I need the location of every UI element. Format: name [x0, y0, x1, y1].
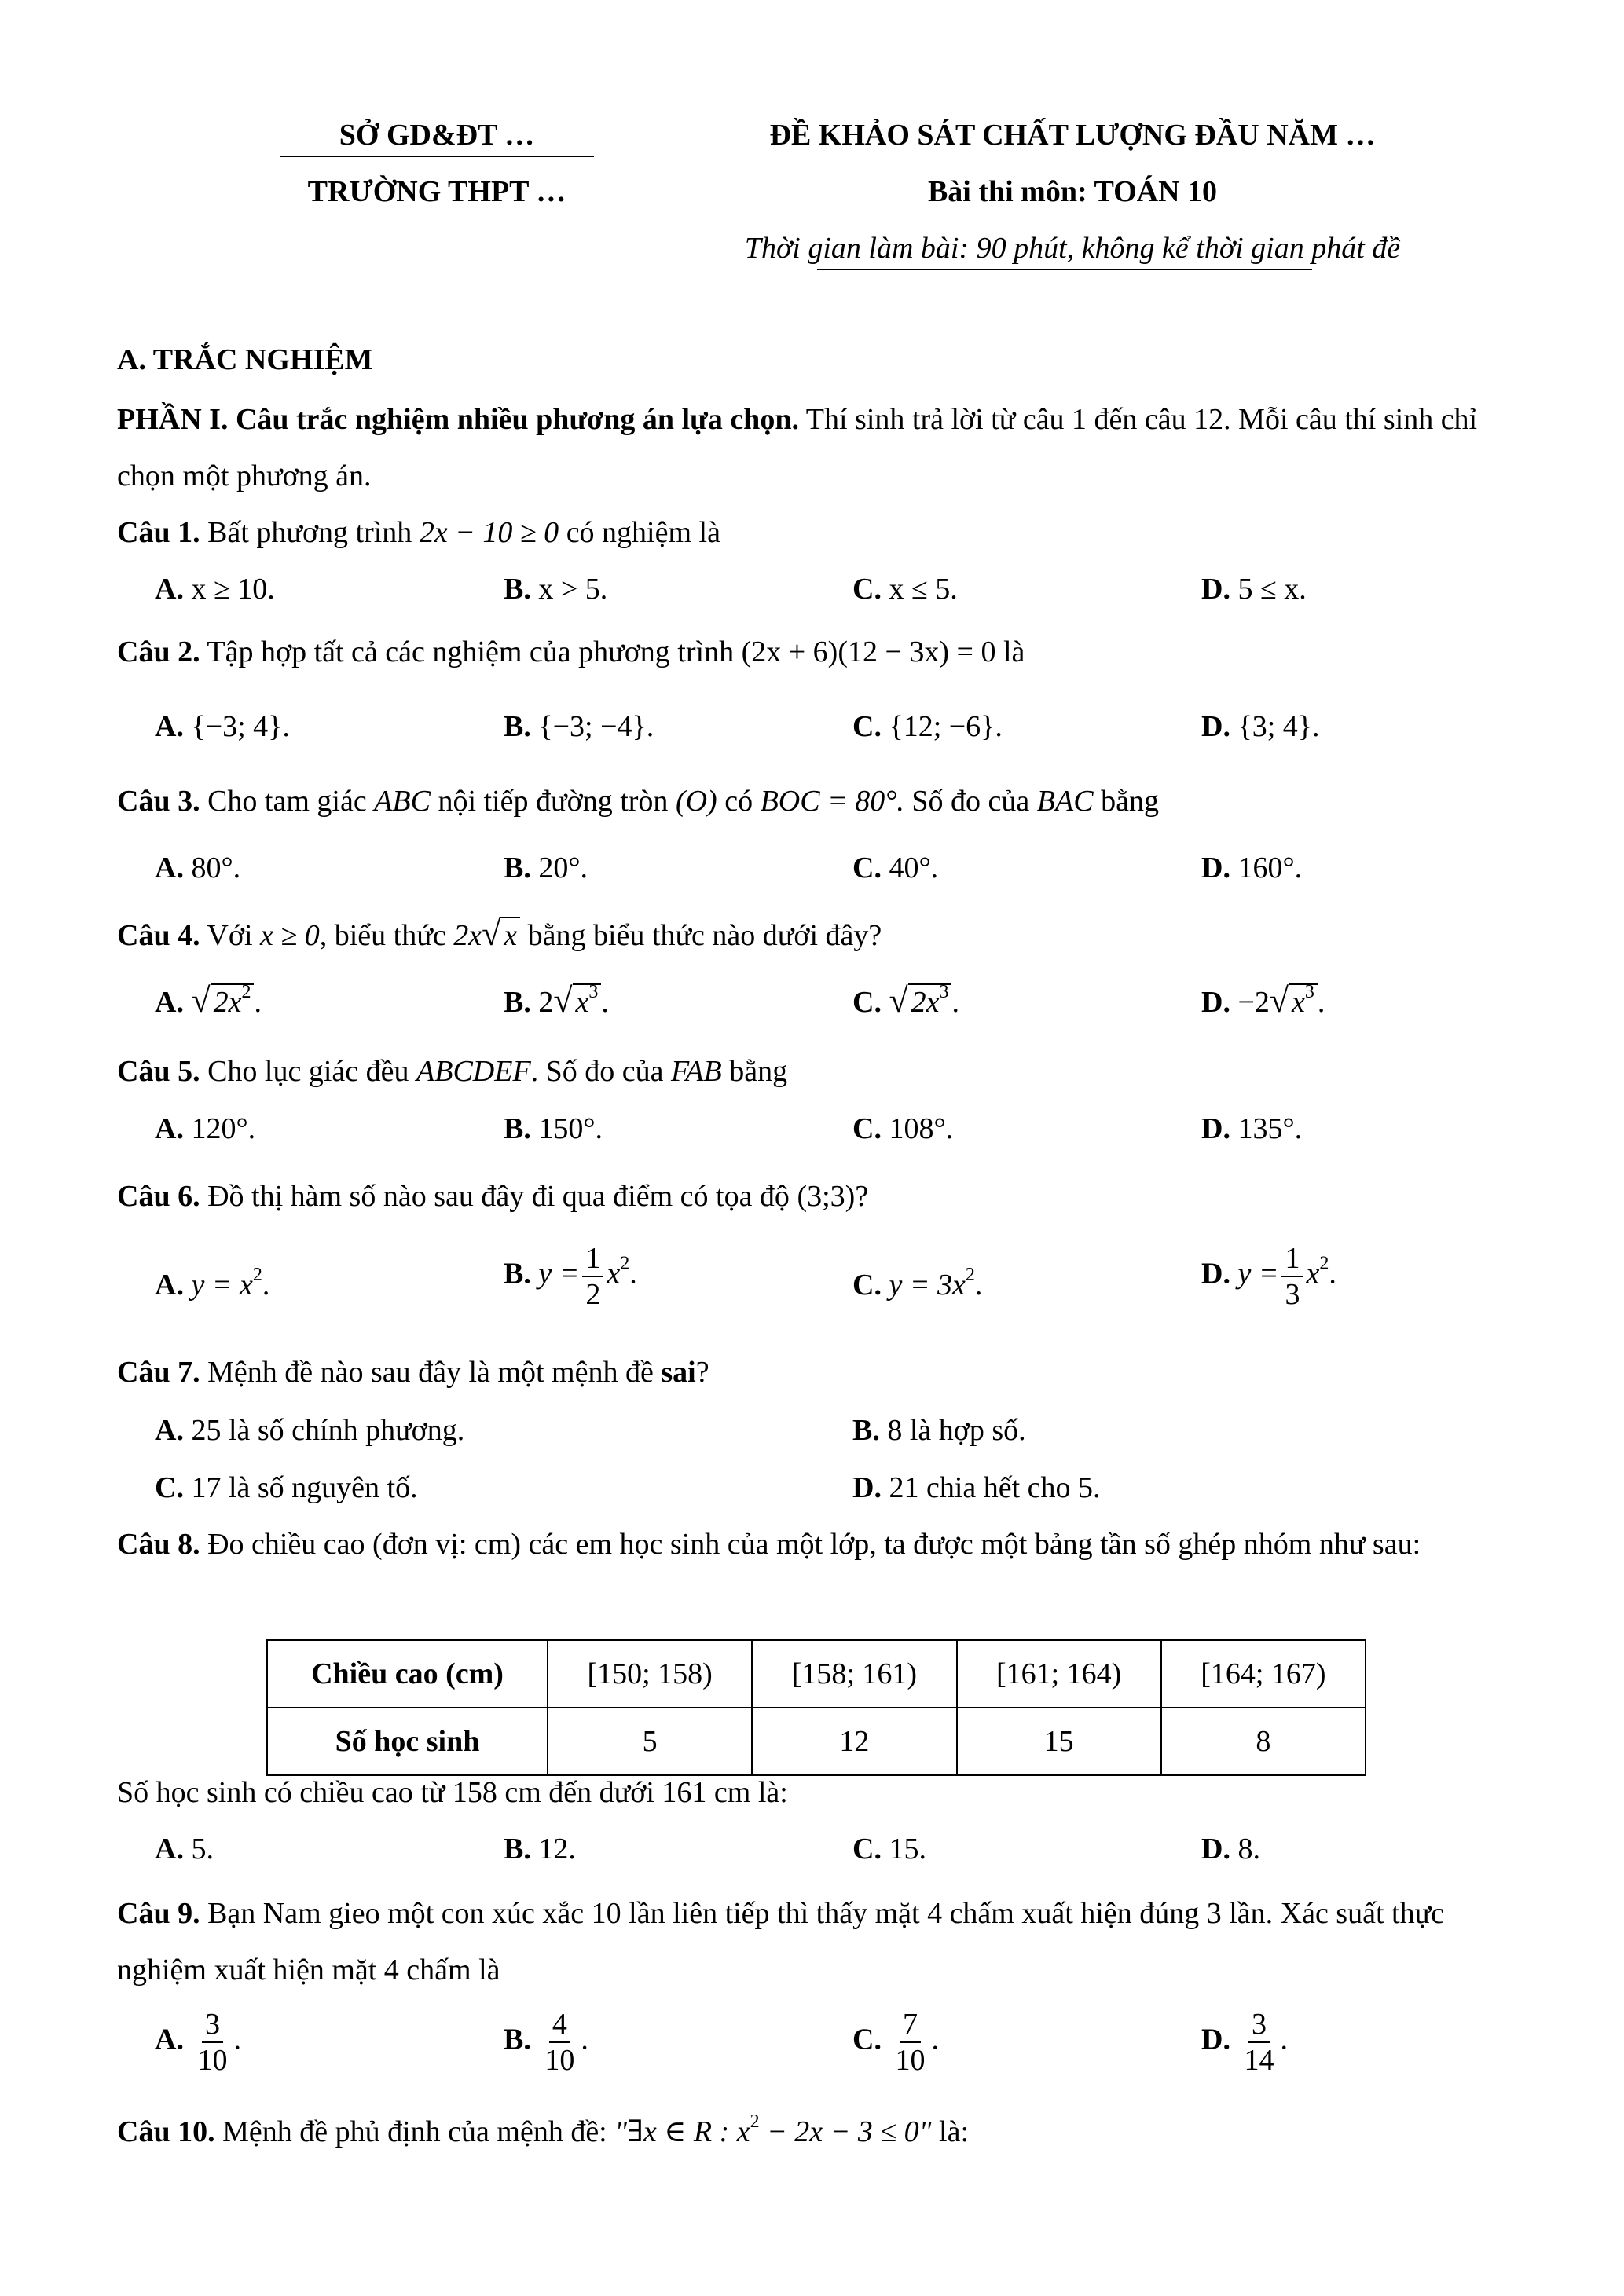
question-text: Mệnh đề nào sau đây là một mệnh đề [207, 1356, 654, 1389]
option-tail: . [1329, 1257, 1336, 1291]
q3-option-b[interactable] [504, 846, 588, 890]
question-text: Bạn Nam gieo một con xúc xắc 10 lần liên tiếp thì thấy mặt 4 chấm xuất hiện đúng 3 lần. Xác suất thực nghiệm xuất hiện mặt 4 chấm là [117, 1897, 1445, 1987]
option-label: B. [504, 986, 531, 1019]
option-text: {12; −6}. [889, 710, 1003, 743]
option-label: B. [504, 1112, 531, 1145]
section-title: A. TRẮC NGHIỆM [117, 343, 373, 376]
question-label: Câu 8. [117, 1528, 200, 1561]
denominator: 10 [197, 2044, 228, 2077]
option-label: A. [155, 573, 184, 606]
q7-option-d[interactable] [852, 1466, 1101, 1510]
question-label: Câu 9. [117, 1897, 200, 1930]
question-text: Tập hợp tất cả các nghiệm của phương trình [207, 635, 735, 668]
option-text: 25 là số chính phương. [191, 1414, 465, 1447]
question-label: Câu 2. [117, 635, 200, 668]
option-label: C. [852, 710, 882, 743]
denominator: 10 [895, 2044, 926, 2077]
header-left [280, 118, 594, 231]
option-label: A. [155, 1833, 184, 1866]
question-math: BAC [1036, 785, 1094, 818]
fraction [194, 2007, 230, 2078]
numerator: 1 [1281, 1241, 1303, 1277]
question-math: ABCDEF [416, 1055, 531, 1088]
question-label: Câu 10. [117, 2115, 215, 2148]
question-text: , biểu thức [319, 919, 446, 952]
option-text: x > 5. [538, 573, 608, 606]
q6-option-b[interactable] [504, 1241, 637, 1312]
question-text: bằng [1101, 785, 1159, 818]
question-text: có nghiệm là [566, 516, 720, 549]
option-label: D. [1201, 573, 1230, 606]
question-text: là: [939, 2115, 970, 2148]
radicand: 2x [213, 986, 242, 1019]
q6-option-a[interactable] [155, 1263, 269, 1307]
radicand: 2x [911, 986, 940, 1019]
question-emphasis: sai [661, 1356, 696, 1389]
question-text: Cho tam giác [207, 785, 367, 818]
option-tail: . [254, 986, 262, 1019]
question-text: ? [855, 1180, 869, 1213]
question-8-prompt: Số học sinh có chiều cao từ 158 cm đến dưới 161 cm là: [117, 1776, 788, 1809]
option-tail: . [262, 1269, 270, 1302]
option-text: 160°. [1237, 851, 1303, 884]
part-instruction: Thí sinh trả lời từ câu 1 đến câu 12. Mỗi câu thí sinh chỉ chọn một phương án. [117, 403, 1478, 493]
question-text: bằng biểu thức nào dưới đây? [527, 919, 882, 952]
table-cell: [161; 164) [957, 1640, 1161, 1708]
option-tail: . [974, 1269, 983, 1302]
option-text: 80°. [191, 851, 241, 884]
department: SỞ GD&ĐT … [339, 119, 535, 152]
question-math: x ≥ 0 [260, 919, 320, 952]
option-math: y = [1237, 1257, 1279, 1291]
option-label: A. [155, 1414, 184, 1447]
q5-option-d[interactable] [1201, 1107, 1302, 1151]
q1-option-c[interactable] [852, 567, 958, 611]
question-math: "∃x ∈ R : x [614, 2115, 750, 2148]
q7-option-b[interactable] [852, 1408, 1026, 1452]
option-coef: −2 [1237, 986, 1270, 1019]
question-text: Đo chiều cao (đơn vị: cm) các em học sinh của một lớp, ta được một bảng tần số ghép nhóm như sau: [207, 1528, 1421, 1561]
question-label: Câu 6. [117, 1180, 200, 1213]
option-text: 40°. [889, 851, 939, 884]
q1-option-a[interactable] [155, 567, 275, 611]
sqrt-expression: √ $2x^3$ [889, 983, 951, 1020]
sqrt-expression: √ $x^3$ [553, 983, 601, 1020]
option-label: B. [504, 851, 531, 884]
option-text: 17 là số nguyên tố. [191, 1471, 418, 1504]
sqrt-expression: √ $2x^2$ [191, 983, 254, 1020]
numerator: 7 [900, 2007, 921, 2043]
q2-option-d[interactable] [1201, 705, 1320, 749]
table-row [267, 1640, 1366, 1708]
option-tail: . [951, 986, 959, 1019]
q8-option-a[interactable] [155, 1827, 214, 1871]
option-label: C. [852, 2023, 882, 2056]
q8-option-d[interactable] [1201, 1827, 1260, 1871]
option-text: 15. [889, 1833, 926, 1866]
question-text: ? [695, 1356, 709, 1389]
question-text: Cho lục giác đều [207, 1055, 409, 1088]
exponent: 2 [241, 982, 251, 1002]
q5-option-c[interactable] [852, 1107, 953, 1151]
option-tail: . [1317, 986, 1325, 1019]
option-label: A. [155, 1269, 184, 1302]
option-math: y = [538, 1257, 580, 1291]
q9-option-b[interactable]: B. $\frac{4}{10}$ . [504, 2008, 588, 2077]
part-label: PHẦN I. Câu trắc nghiệm nhiều phương án lựa chọn. [117, 403, 799, 436]
question-9 [117, 1885, 1514, 1998]
option-label: B. [504, 1257, 531, 1291]
option-label: A. [155, 710, 184, 743]
subject: Bài thi môn: TOÁN 10 [927, 175, 1218, 208]
header-left-rule [280, 156, 594, 157]
question-3 [117, 779, 1159, 823]
option-label: D. [1201, 1257, 1230, 1291]
exponent: 3 [1304, 982, 1314, 1002]
table-header-cell: Chiều cao (cm) [267, 1640, 548, 1708]
option-text: 20°. [538, 851, 588, 884]
option-label: C. [852, 1269, 882, 1302]
option-label: B. [852, 1414, 880, 1447]
q5-option-a[interactable] [155, 1107, 255, 1151]
question-1 [117, 511, 720, 555]
option-label: C. [852, 986, 882, 1019]
school: TRƯỜNG THPT … [307, 175, 566, 208]
option-label: C. [155, 1471, 184, 1504]
q2-option-c[interactable] [852, 705, 1003, 749]
option-text: 108°. [889, 1112, 954, 1145]
option-text: 8. [1237, 1833, 1260, 1866]
question-text: . Số đo của [530, 1055, 664, 1088]
question-text: Bất phương trình [207, 516, 412, 549]
option-math: y = 3x [889, 1269, 966, 1302]
option-text: 150°. [538, 1112, 603, 1145]
exponent: 2 [965, 1265, 975, 1285]
question-math: (3;3) [797, 1180, 856, 1213]
table-cell: 15 [957, 1708, 1161, 1775]
option-label: B. [504, 1833, 531, 1866]
option-label: B. [504, 710, 531, 743]
option-label: C. [852, 851, 882, 884]
question-text: là [1003, 635, 1025, 668]
q8-option-b[interactable] [504, 1827, 576, 1871]
option-text: x ≤ 5. [889, 573, 958, 606]
question-label: Câu 7. [117, 1356, 200, 1389]
q2-option-b[interactable] [504, 705, 654, 749]
option-label: D. [852, 1471, 882, 1504]
q9-option-d[interactable]: D. $\frac{3}{14}$ . [1201, 2008, 1288, 2077]
option-coef: 2 [538, 986, 554, 1019]
question-text: bằng [729, 1055, 788, 1088]
radicand: x [500, 917, 520, 953]
question-text: Mệnh đề phủ định của mệnh đề: [222, 2115, 607, 2148]
option-label: C. [852, 573, 882, 606]
table-cell: 8 [1161, 1708, 1366, 1775]
option-label: D. [1201, 851, 1230, 884]
question-math: 2x − 10 ≥ 0 [419, 516, 559, 549]
option-label: C. [852, 1112, 882, 1145]
option-label: C. [852, 1833, 882, 1866]
numerator: 4 [549, 2007, 570, 2043]
exponent: 2 [750, 2111, 760, 2132]
question-4 [117, 914, 882, 958]
numerator: 1 [582, 1241, 603, 1277]
frequency-table [266, 1639, 1366, 1776]
q9-option-c[interactable]: C. $\frac{7}{10}$ . [852, 2008, 939, 2077]
fraction [582, 1241, 603, 1312]
numerator: 3 [202, 2007, 223, 2043]
option-label: A. [155, 986, 184, 1019]
q4-option-d[interactable] [1201, 980, 1325, 1024]
option-text: 12. [538, 1833, 576, 1866]
question-text: Số đo của [911, 785, 1030, 818]
option-math: x [607, 1257, 621, 1291]
q7-option-c[interactable] [155, 1466, 418, 1510]
option-label: D. [1201, 1112, 1230, 1145]
question-label: Câu 5. [117, 1055, 200, 1088]
option-text: 120°. [191, 1112, 256, 1145]
table-cell: [158; 161) [752, 1640, 956, 1708]
radicand: x [575, 986, 589, 1019]
question-math: (2x + 6)(12 − 3x) = 0 [741, 635, 996, 668]
option-math: x [1306, 1257, 1320, 1291]
part-intro [117, 391, 1514, 504]
question-text: Đồ thị hàm số nào sau đây đi qua điểm có tọa độ [207, 1180, 790, 1213]
q6-option-c[interactable] [852, 1263, 982, 1307]
question-math: FAB [671, 1055, 722, 1088]
exam-title: ĐỀ KHẢO SÁT CHẤT LƯỢNG ĐẦU NĂM … [769, 119, 1376, 152]
option-text: {3; 4}. [1237, 710, 1320, 743]
question-5 [117, 1049, 787, 1093]
question-8 [117, 1516, 1514, 1573]
exponent: 2 [252, 1265, 262, 1285]
question-text: Với [207, 919, 253, 952]
question-6 [117, 1174, 868, 1218]
header-right-rule [817, 269, 1312, 270]
option-math: y = x [191, 1269, 253, 1302]
fraction [1281, 1241, 1303, 1312]
denominator: 3 [1285, 1278, 1300, 1311]
question-label: Câu 4. [117, 919, 200, 952]
table-cell: 5 [548, 1708, 752, 1775]
option-label: D. [1201, 2023, 1230, 2056]
option-label: A. [155, 851, 184, 884]
question-text: có [724, 785, 753, 818]
option-label: B. [504, 2023, 531, 2056]
q1-option-b[interactable] [504, 567, 607, 611]
option-label: B. [504, 573, 531, 606]
option-text: 21 chia hết cho 5. [889, 1471, 1101, 1504]
option-text: 135°. [1237, 1112, 1303, 1145]
sqrt-expression: √ x [482, 917, 520, 953]
q6-option-d[interactable] [1201, 1241, 1336, 1312]
option-text: {−3; 4}. [191, 710, 290, 743]
q9-option-a[interactable]: A. $\frac{3}{10}$ . [155, 2008, 241, 2077]
table-cell: [164; 167) [1161, 1640, 1366, 1708]
q5-option-b[interactable] [504, 1107, 603, 1151]
q4-option-c[interactable] [852, 980, 959, 1024]
question-math: (O) [675, 785, 717, 818]
q7-option-a[interactable] [155, 1408, 464, 1452]
denominator: 2 [585, 1278, 601, 1311]
exam-time: Thời gian làm bài: 90 phút, không kể thời gian phát đề [744, 232, 1401, 265]
q8-option-c[interactable] [852, 1827, 926, 1871]
table-cell: [150; 158) [548, 1640, 752, 1708]
q2-option-a[interactable] [155, 705, 290, 749]
option-text: {−3; −4}. [538, 710, 654, 743]
exponent: 2 [1319, 1253, 1329, 1274]
exponent: 3 [588, 982, 599, 1002]
question-10 [117, 2110, 969, 2154]
option-tail: . [601, 986, 609, 1019]
q3-option-a[interactable] [155, 846, 240, 890]
fraction [541, 2007, 577, 2078]
header-right [660, 118, 1485, 287]
option-tail: . [629, 1257, 637, 1291]
fraction [1241, 2007, 1277, 2078]
radicand: x [1292, 986, 1305, 1019]
option-text: 5 ≤ x. [1237, 573, 1307, 606]
exponent: 2 [620, 1253, 630, 1274]
question-label: Câu 3. [117, 785, 200, 818]
question-math: 2x [453, 919, 482, 952]
option-label: D. [1201, 986, 1230, 1019]
option-label: D. [1201, 1833, 1230, 1866]
q1-option-d[interactable] [1201, 567, 1307, 611]
question-math: − 2x − 3 ≤ 0" [759, 2115, 932, 2148]
exponent: 3 [939, 982, 949, 1002]
fraction [892, 2007, 928, 2078]
question-2 [117, 630, 1025, 674]
question-math: BOC = 80°. [760, 785, 904, 818]
q4-option-a[interactable] [155, 980, 262, 1024]
option-text: x ≥ 10. [191, 573, 275, 606]
question-7 [117, 1350, 709, 1394]
question-text: nội tiếp đường tròn [438, 785, 669, 818]
option-label: A. [155, 2023, 184, 2056]
question-label: Câu 1. [117, 516, 200, 549]
option-label: A. [155, 1112, 184, 1145]
table-row [267, 1708, 1366, 1775]
q3-option-c[interactable] [852, 846, 938, 890]
table-cell: 12 [752, 1708, 956, 1775]
q3-option-d[interactable] [1201, 846, 1302, 890]
numerator: 3 [1248, 2007, 1270, 2043]
q4-option-b[interactable] [504, 980, 609, 1024]
table-header-cell: Số học sinh [267, 1708, 548, 1775]
option-label: D. [1201, 710, 1230, 743]
sqrt-expression: √ $x^3$ [1270, 983, 1318, 1020]
option-text: 5. [191, 1833, 214, 1866]
question-math: ABC [374, 785, 431, 818]
option-text: 8 là hợp số. [887, 1414, 1026, 1447]
denominator: 10 [544, 2044, 575, 2077]
denominator: 14 [1244, 2044, 1274, 2077]
